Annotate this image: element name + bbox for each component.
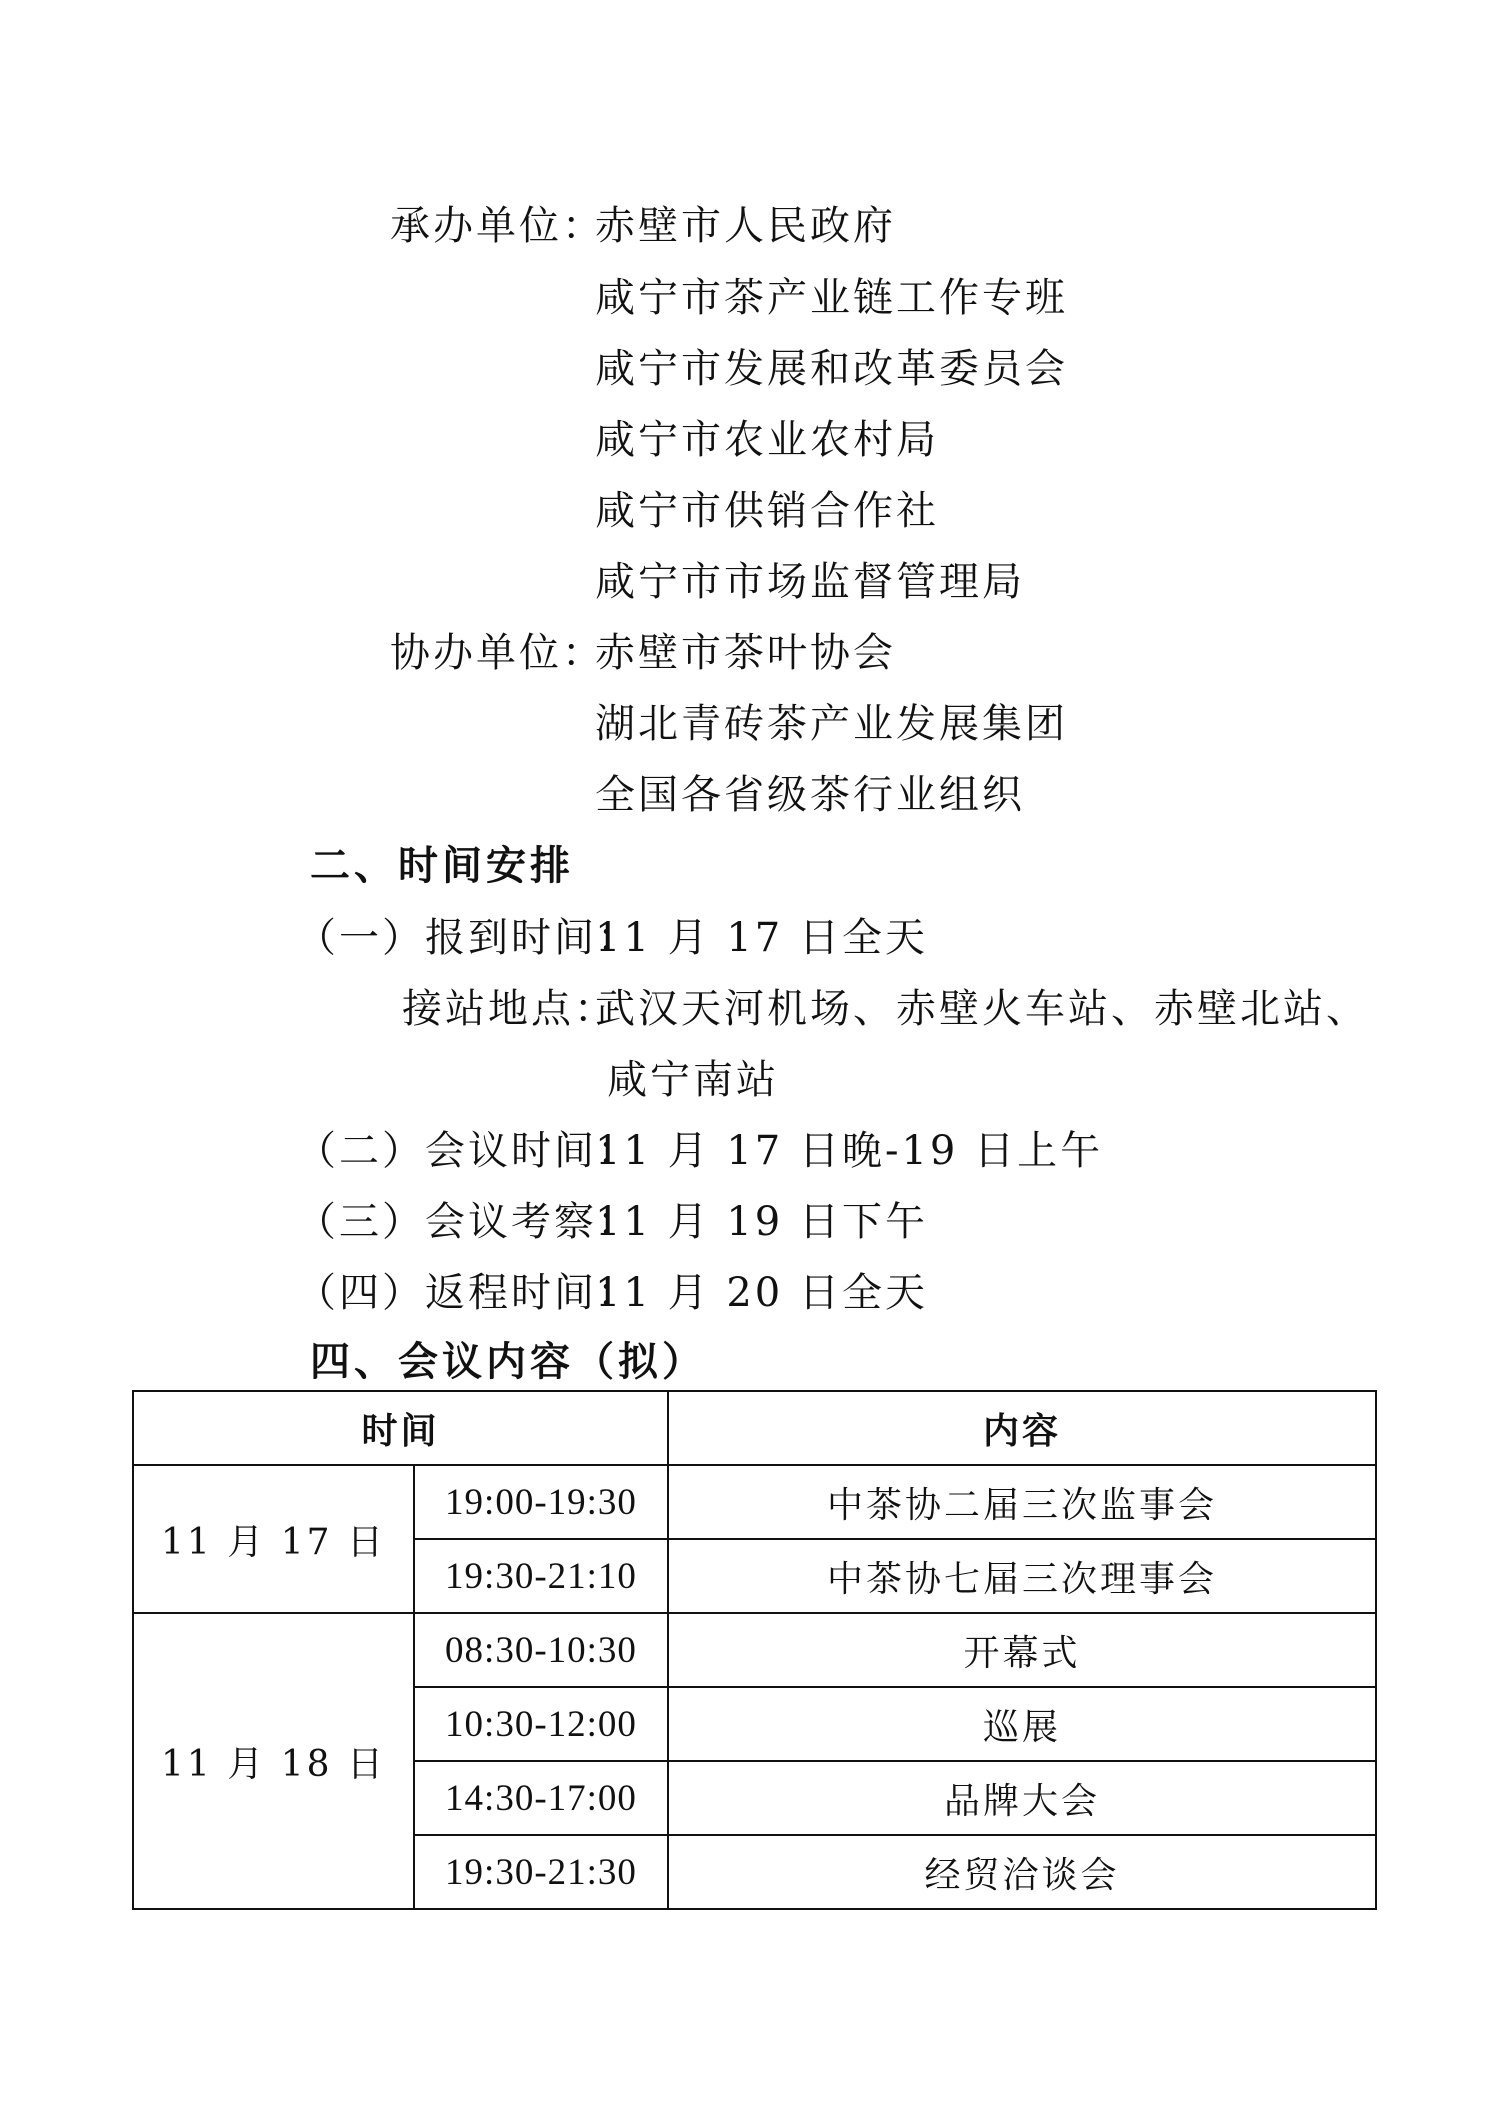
time-cell: 14:30-17:00 <box>414 1761 668 1835</box>
schedule-label: （三）会议考察： <box>296 1199 640 1245</box>
table-row <box>133 1465 1376 1539</box>
time-cell: 08:30-10:30 <box>414 1613 668 1687</box>
schedule-label: （四）返程时间： <box>296 1270 640 1316</box>
host-unit: 咸宁市供销合作社 <box>595 488 939 534</box>
content-cell: 中茶协七届三次理事会 <box>668 1539 1376 1613</box>
host-unit: 赤壁市人民政府 <box>595 203 896 249</box>
schedule-value: 武汉天河机场、赤壁火车站、赤壁北站、 <box>595 986 1369 1032</box>
content-cell: 品牌大会 <box>668 1761 1376 1835</box>
time-cell: 10:30-12:00 <box>414 1687 668 1761</box>
section-heading-schedule: 二、时间安排 <box>310 842 574 889</box>
table-row <box>133 1613 1376 1687</box>
co-unit: 赤壁市茶叶协会 <box>595 630 896 676</box>
host-unit: 咸宁市茶产业链工作专班 <box>595 275 1068 321</box>
content-cell: 经贸洽谈会 <box>668 1835 1376 1909</box>
section-heading-agenda: 四、会议内容（拟） <box>310 1338 706 1385</box>
schedule-value: 11 月 17 日晚-19 日上午 <box>595 1128 1104 1174</box>
schedule-value-cont: 咸宁南站 <box>607 1057 779 1103</box>
content-cell: 中茶协二届三次监事会 <box>668 1465 1376 1539</box>
host-label: 承办单位： <box>390 203 605 249</box>
host-unit: 咸宁市市场监督管理局 <box>595 559 1025 605</box>
schedule-label: （一）报到时间： <box>296 915 640 961</box>
content-cell: 开幕式 <box>668 1613 1376 1687</box>
schedule-value: 11 月 17 日全天 <box>595 915 928 961</box>
agenda-table <box>132 1390 1377 1910</box>
schedule-value: 11 月 19 日下午 <box>595 1199 928 1245</box>
schedule-value: 11 月 20 日全天 <box>595 1270 928 1316</box>
content-cell: 巡展 <box>668 1687 1376 1761</box>
schedule-label: 接站地点： <box>402 986 617 1032</box>
time-cell: 19:30-21:10 <box>414 1539 668 1613</box>
host-unit: 咸宁市发展和改革委员会 <box>595 346 1068 392</box>
date-cell: 11 月 18 日 <box>133 1613 414 1909</box>
date-cell: 11 月 17 日 <box>133 1465 414 1613</box>
co-unit: 湖北青砖茶产业发展集团 <box>595 701 1068 747</box>
header-content: 内容 <box>668 1391 1376 1465</box>
host-unit: 咸宁市农业农村局 <box>595 417 939 463</box>
time-cell: 19:00-19:30 <box>414 1465 668 1539</box>
schedule-label: （二）会议时间： <box>296 1128 640 1174</box>
header-time: 时间 <box>133 1391 668 1465</box>
time-cell: 19:30-21:30 <box>414 1835 668 1909</box>
co-unit: 全国各省级茶行业组织 <box>595 772 1025 818</box>
table-header-row <box>133 1391 1376 1465</box>
co-label: 协办单位： <box>390 630 605 676</box>
